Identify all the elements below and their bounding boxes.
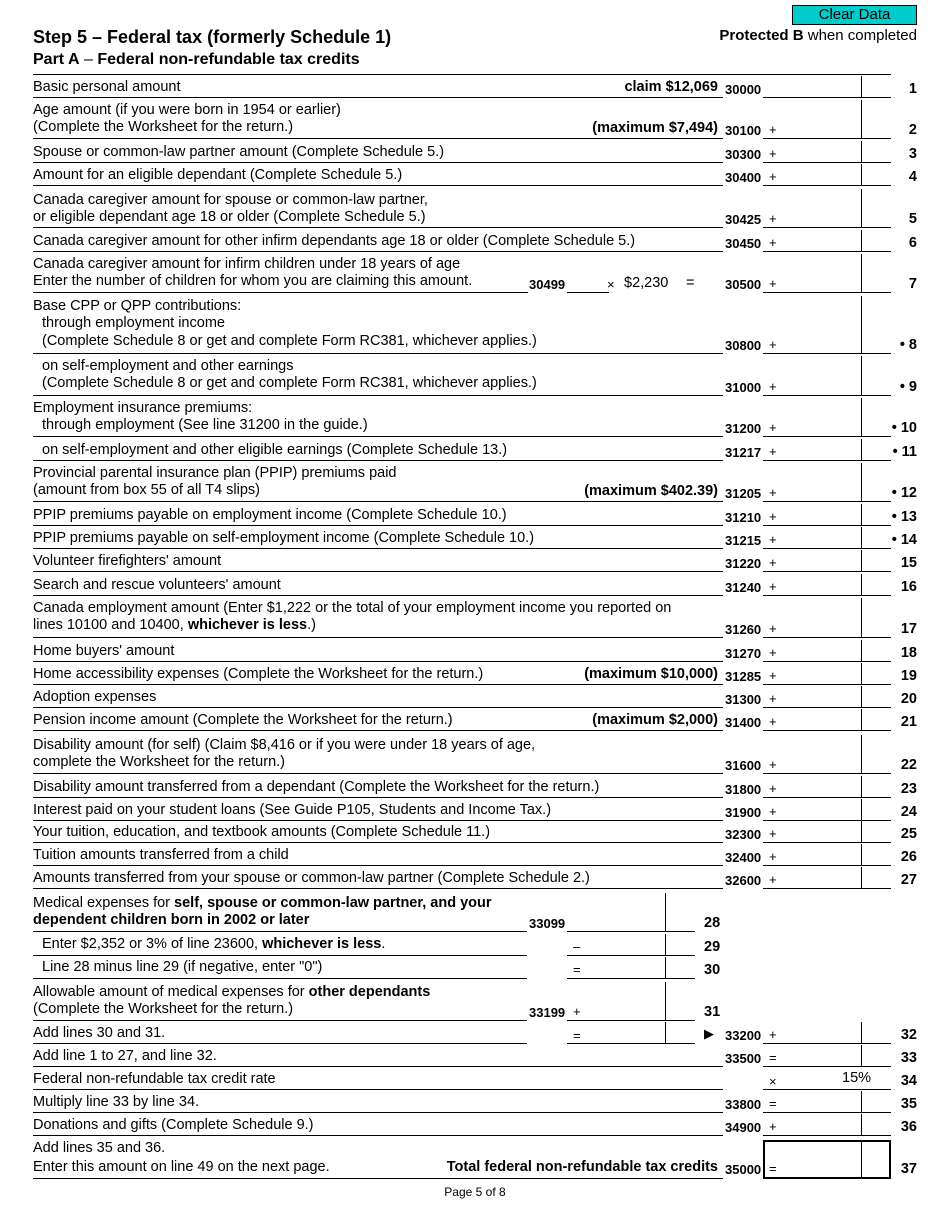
line-23-amount-field[interactable] bbox=[763, 797, 891, 798]
line-4-amount-field[interactable] bbox=[763, 185, 891, 186]
line-29-amount-field[interactable] bbox=[567, 955, 695, 956]
part-a-title: Part A – Federal non-refundable tax credits bbox=[33, 51, 360, 68]
line-22-code: 31600 bbox=[725, 758, 762, 773]
line-2-op: + bbox=[769, 122, 777, 137]
line-11-op: + bbox=[769, 444, 777, 459]
line-17-desc2: lines 10100 and 10400, whichever is less.) bbox=[33, 617, 316, 633]
line-18-op: + bbox=[769, 645, 777, 660]
line-21-op: + bbox=[769, 714, 777, 729]
line-37-total-field[interactable] bbox=[763, 1140, 891, 1179]
line-9-desc2: (Complete Schedule 8 or get and complete Form RC381, whichever applies.) bbox=[42, 375, 537, 391]
line-17-code: 31260 bbox=[725, 622, 762, 637]
line-22-number: 22 bbox=[900, 757, 917, 773]
line-12-op: + bbox=[769, 485, 777, 500]
line-26-desc: Tuition amounts transferred from a child bbox=[33, 847, 289, 863]
line-31-op: + bbox=[573, 1004, 581, 1019]
line-22-desc2: complete the Worksheet for the return.) bbox=[33, 754, 285, 770]
line-18-number: 18 bbox=[900, 645, 917, 661]
line-15-code: 31220 bbox=[725, 556, 762, 571]
page-title: Step 5 – Federal tax (formerly Schedule 1) bbox=[33, 27, 392, 47]
line-32-code: 33200 bbox=[725, 1028, 762, 1043]
line-19-op: + bbox=[769, 668, 777, 683]
line-32-op: + bbox=[769, 1027, 777, 1042]
line-25-desc: Your tuition, education, and textbook amounts (Complete Schedule 11.) bbox=[33, 824, 491, 840]
line-21-desc: Pension income amount (Complete the Worksheet for the return.) bbox=[33, 712, 453, 728]
line-9-op: + bbox=[769, 379, 777, 394]
line-31-amount-field[interactable] bbox=[567, 1020, 695, 1021]
line-10-code: 31200 bbox=[725, 421, 762, 436]
line-9-code: 31000 bbox=[725, 380, 762, 395]
line-37-number: 37 bbox=[900, 1161, 917, 1177]
line-4-code: 30400 bbox=[725, 170, 762, 185]
line-23-code: 31800 bbox=[725, 782, 762, 797]
line-24-number: 24 bbox=[900, 804, 917, 820]
line-16-amount-field[interactable] bbox=[763, 595, 891, 596]
line-2-amount-field[interactable] bbox=[763, 138, 891, 139]
line-14-desc: PPIP premiums payable on self-employment income (Complete Schedule 10.) bbox=[33, 530, 535, 546]
line-25-code: 32300 bbox=[725, 827, 762, 842]
line-36-amount-field[interactable] bbox=[763, 1135, 891, 1136]
line-30-number: 30 bbox=[704, 962, 721, 978]
line-2-number: 2 bbox=[908, 122, 917, 138]
line-5-desc1: Canada caregiver amount for spouse or common-law partner, bbox=[33, 192, 428, 208]
line-24-amount-field[interactable] bbox=[763, 820, 891, 821]
line-15-desc: Volunteer firefighters' amount bbox=[33, 553, 222, 569]
line-6-code: 30450 bbox=[725, 236, 762, 251]
line-12-max: (maximum $402.39) bbox=[584, 483, 718, 499]
line-8-number: • 8 bbox=[899, 337, 917, 353]
line-18-desc: Home buyers' amount bbox=[33, 643, 175, 659]
line-20-desc: Adoption expenses bbox=[33, 689, 157, 705]
line-27-op: + bbox=[769, 872, 777, 887]
line-36-code: 34900 bbox=[725, 1120, 762, 1135]
line-35-amount-field[interactable] bbox=[763, 1112, 891, 1113]
line-7-amount-field[interactable] bbox=[763, 292, 891, 293]
line-28-desc1: Medical expenses for self, spouse or common-law partner, and your bbox=[33, 895, 492, 911]
line-19-max: (maximum $10,000) bbox=[584, 666, 718, 682]
line-2-max: (maximum $7,494) bbox=[592, 120, 718, 136]
line-14-code: 31215 bbox=[725, 533, 762, 548]
line-13-amount-field[interactable] bbox=[763, 525, 891, 526]
line-22-amount-field[interactable] bbox=[763, 773, 891, 774]
line-3-op: + bbox=[769, 146, 777, 161]
line-34-rate: 15% bbox=[842, 1070, 872, 1086]
line-33-op: = bbox=[769, 1050, 777, 1065]
line-6-op: + bbox=[769, 235, 777, 250]
line-34-number: 34 bbox=[900, 1073, 917, 1089]
line-32-desc: Add lines 30 and 31. bbox=[33, 1025, 166, 1041]
line-9-amount-field[interactable] bbox=[763, 395, 891, 396]
line-23-op: + bbox=[769, 781, 777, 796]
line-8-code: 30800 bbox=[725, 338, 762, 353]
line-10-desc1: Employment insurance premiums: bbox=[33, 400, 253, 416]
line-7-rate: $2,230 bbox=[624, 275, 669, 291]
line-29-number: 29 bbox=[704, 939, 721, 955]
line-4-op: + bbox=[769, 169, 777, 184]
line-11-desc: on self-employment and other eligible earnings (Complete Schedule 13.) bbox=[42, 442, 508, 458]
line-11-amount-field[interactable] bbox=[763, 460, 891, 461]
line-1-code: 30000 bbox=[725, 82, 762, 97]
line-21-code: 31400 bbox=[725, 715, 762, 730]
line-20-number: 20 bbox=[900, 691, 917, 707]
line-37-desc1: Add lines 35 and 36. bbox=[33, 1140, 166, 1156]
line-6-number: 6 bbox=[908, 235, 917, 251]
line-24-desc: Interest paid on your student loans (See Guide P105, Students and Income Tax.) bbox=[33, 802, 552, 818]
line-30-amount-field[interactable] bbox=[567, 978, 695, 979]
line-8-desc1: Base CPP or QPP contributions: bbox=[33, 298, 242, 314]
clear-data-button[interactable]: Clear Data bbox=[792, 5, 917, 25]
line-7-op: + bbox=[769, 276, 777, 291]
line-23-number: 23 bbox=[900, 781, 917, 797]
line-13-desc: PPIP premiums payable on employment income (Complete Schedule 10.) bbox=[33, 507, 507, 523]
line-32-subtotal-field[interactable] bbox=[567, 1043, 695, 1044]
line-26-code: 32400 bbox=[725, 850, 762, 865]
line-7-desc1: Canada caregiver amount for infirm children under 18 years of age bbox=[33, 256, 461, 272]
page-footer: Page 5 of 8 bbox=[444, 1185, 506, 1199]
line-13-op: + bbox=[769, 509, 777, 524]
line-32-number: 32 bbox=[900, 1027, 917, 1043]
line-5-op: + bbox=[769, 211, 777, 226]
line-17-desc1: Canada employment amount (Enter $1,222 or the total of your employment income you reported on bbox=[33, 600, 672, 616]
line-3-desc: Spouse or common-law partner amount (Complete Schedule 5.) bbox=[33, 144, 445, 160]
line-19-number: 19 bbox=[900, 668, 917, 684]
line-2-code: 30100 bbox=[725, 123, 762, 138]
line-8-op: + bbox=[769, 337, 777, 352]
line-6-amount-field[interactable] bbox=[763, 251, 891, 252]
line-33-code: 33500 bbox=[725, 1051, 762, 1066]
line-21-number: 21 bbox=[900, 714, 917, 730]
line-14-number: • 14 bbox=[891, 532, 917, 548]
line-12-desc2: (amount from box 55 of all T4 slips) bbox=[33, 482, 260, 498]
line-24-op: + bbox=[769, 804, 777, 819]
line-16-desc: Search and rescue volunteers' amount bbox=[33, 577, 281, 593]
line-9-desc1: on self-employment and other earnings bbox=[42, 358, 294, 374]
line-17-amount-field[interactable] bbox=[763, 637, 891, 638]
line-18-amount-field[interactable] bbox=[763, 661, 891, 662]
line-7-code: 30500 bbox=[725, 277, 762, 292]
line-28-number: 28 bbox=[704, 915, 721, 931]
line-19-amount-field[interactable] bbox=[763, 684, 891, 685]
line-33-number: 33 bbox=[900, 1050, 917, 1066]
line-30-op: = bbox=[573, 962, 581, 977]
line-20-amount-field[interactable] bbox=[763, 707, 891, 708]
line-10-amount-field[interactable] bbox=[763, 436, 891, 437]
line-1-claim: claim $12,069 bbox=[624, 79, 718, 95]
line-16-code: 31240 bbox=[725, 580, 762, 595]
line-10-desc2: through employment (See line 31200 in the guide.) bbox=[42, 417, 368, 433]
line-13-code: 31210 bbox=[725, 510, 762, 525]
line-31-desc2: (Complete the Worksheet for the return.) bbox=[33, 1001, 294, 1017]
line-7-times: × bbox=[607, 277, 615, 292]
line-35-op: = bbox=[769, 1096, 777, 1111]
line-5-amount-field[interactable] bbox=[763, 227, 891, 228]
line-26-amount-field[interactable] bbox=[763, 865, 891, 866]
line-36-number: 36 bbox=[900, 1119, 917, 1135]
line-18-code: 31270 bbox=[725, 646, 762, 661]
line-25-number: 25 bbox=[900, 826, 917, 842]
line-5-desc2: or eligible dependant age 18 or older (Complete Schedule 5.) bbox=[33, 209, 426, 225]
line-7-desc2: Enter the number of children for whom you are claiming this amount. bbox=[33, 273, 473, 289]
line-5-code: 30425 bbox=[725, 212, 762, 227]
line-34-desc: Federal non-refundable tax credit rate bbox=[33, 1071, 276, 1087]
line-33-amount-field[interactable] bbox=[763, 1066, 891, 1067]
line-31-desc1: Allowable amount of medical expenses for other dependants bbox=[33, 984, 431, 1000]
line-9-number: • 9 bbox=[899, 379, 917, 395]
line-10-number: • 10 bbox=[891, 420, 917, 436]
line-37-code: 35000 bbox=[725, 1162, 762, 1177]
line-24-code: 31900 bbox=[725, 805, 762, 820]
line-8-amount-field[interactable] bbox=[763, 353, 891, 354]
line-35-desc: Multiply line 33 by line 34. bbox=[33, 1094, 200, 1110]
line-15-number: 15 bbox=[900, 555, 917, 571]
line-32-mid-op: = bbox=[573, 1028, 581, 1043]
line-4-desc: Amount for an eligible dependant (Complete Schedule 5.) bbox=[33, 167, 403, 183]
line-14-amount-field[interactable] bbox=[763, 548, 891, 549]
line-27-code: 32600 bbox=[725, 873, 762, 888]
line-29-op: – bbox=[573, 939, 581, 954]
line-27-number: 27 bbox=[900, 872, 917, 888]
line-6-desc: Canada caregiver amount for other infirm dependants age 18 or older (Complete Schedule 5.) bbox=[33, 233, 636, 249]
line-26-op: + bbox=[769, 849, 777, 864]
line-33-desc: Add line 1 to 27, and line 32. bbox=[33, 1048, 217, 1064]
line-11-code: 31217 bbox=[725, 445, 762, 460]
line-12-number: • 12 bbox=[891, 485, 917, 501]
protected-b-notice: Protected B when completed bbox=[719, 27, 917, 44]
line-3-number: 3 bbox=[908, 146, 917, 162]
line-31-code: 33199 bbox=[529, 1005, 566, 1020]
top-rule bbox=[33, 74, 891, 75]
line-16-op: + bbox=[769, 579, 777, 594]
line-1-amount-field[interactable] bbox=[763, 97, 891, 98]
line-12-desc1: Provincial parental insurance plan (PPIP) premiums paid bbox=[33, 465, 397, 481]
line-7-eq: = bbox=[686, 275, 695, 291]
line-37-op: = bbox=[769, 1161, 777, 1176]
line-22-op: + bbox=[769, 757, 777, 772]
line-16-number: 16 bbox=[900, 579, 917, 595]
line-23-desc: Disability amount transferred from a dependant (Complete the Worksheet for the return.) bbox=[33, 779, 600, 795]
line-25-op: + bbox=[769, 826, 777, 841]
line-27-amount-field[interactable] bbox=[763, 888, 891, 889]
line-32-amount-field[interactable] bbox=[763, 1043, 891, 1044]
line-8-desc3: (Complete Schedule 8 or get and complete Form RC381, whichever applies.) bbox=[42, 333, 537, 349]
line-30-desc: Line 28 minus line 29 (if negative, enter "0") bbox=[42, 959, 323, 975]
line-36-desc: Donations and gifts (Complete Schedule 9.) bbox=[33, 1117, 314, 1133]
line-21-max: (maximum $2,000) bbox=[592, 712, 718, 728]
line-1-desc: Basic personal amount bbox=[33, 79, 181, 95]
line-34-op: × bbox=[769, 1074, 777, 1089]
line-29-desc: Enter $2,352 or 3% of line 23600, whichever is less. bbox=[42, 936, 386, 952]
line-28-desc2: dependent children born in 2002 or later bbox=[33, 912, 310, 928]
line-17-number: 17 bbox=[900, 621, 917, 637]
line-11-number: • 11 bbox=[892, 444, 917, 460]
line-15-amount-field[interactable] bbox=[763, 571, 891, 572]
line-26-number: 26 bbox=[900, 849, 917, 865]
line-31-number: 31 bbox=[704, 1004, 721, 1020]
line-7-sub-code: 30499 bbox=[529, 277, 566, 292]
line-25-amount-field[interactable] bbox=[763, 842, 891, 843]
line-13-number: • 13 bbox=[891, 509, 917, 525]
line-7-number: 7 bbox=[908, 276, 917, 292]
line-37-desc2: Enter this amount on line 49 on the next page. bbox=[33, 1159, 330, 1175]
line-5-number: 5 bbox=[908, 211, 917, 227]
arrow-right-icon: ▶ bbox=[704, 1026, 714, 1041]
line-12-amount-field[interactable] bbox=[763, 501, 891, 502]
line-22-desc1: Disability amount (for self) (Claim $8,416 or if you were under 18 years of age, bbox=[33, 737, 536, 753]
line-15-op: + bbox=[769, 555, 777, 570]
line-28-code: 33099 bbox=[529, 916, 566, 931]
line-35-number: 35 bbox=[900, 1096, 917, 1112]
line-35-code: 33800 bbox=[725, 1097, 762, 1112]
line-7-children-count-field[interactable] bbox=[567, 292, 609, 293]
line-2-desc2: (Complete the Worksheet for the return.) bbox=[33, 119, 294, 135]
line-8-desc2: through employment income bbox=[42, 315, 225, 331]
line-2-desc1: Age amount (if you were born in 1954 or earlier) bbox=[33, 102, 341, 118]
line-19-code: 31285 bbox=[725, 669, 762, 684]
line-37-total-label: Total federal non-refundable tax credits bbox=[446, 1159, 718, 1175]
line-27-desc: Amounts transferred from your spouse or common-law partner (Complete Schedule 2.) bbox=[33, 870, 590, 886]
line-17-op: + bbox=[769, 621, 777, 636]
line-3-code: 30300 bbox=[725, 147, 762, 162]
line-3-amount-field[interactable] bbox=[763, 162, 891, 163]
line-19-desc: Home accessibility expenses (Complete the Worksheet for the return.) bbox=[33, 666, 484, 682]
line-4-number: 4 bbox=[908, 169, 917, 185]
line-28-amount-field[interactable] bbox=[567, 931, 695, 932]
line-10-op: + bbox=[769, 420, 777, 435]
line-20-op: + bbox=[769, 691, 777, 706]
line-12-code: 31205 bbox=[725, 486, 762, 501]
line-21-amount-field[interactable] bbox=[763, 730, 891, 731]
line-36-op: + bbox=[769, 1119, 777, 1134]
line-20-code: 31300 bbox=[725, 692, 762, 707]
line-1-number: 1 bbox=[908, 81, 917, 97]
line-14-op: + bbox=[769, 532, 777, 547]
